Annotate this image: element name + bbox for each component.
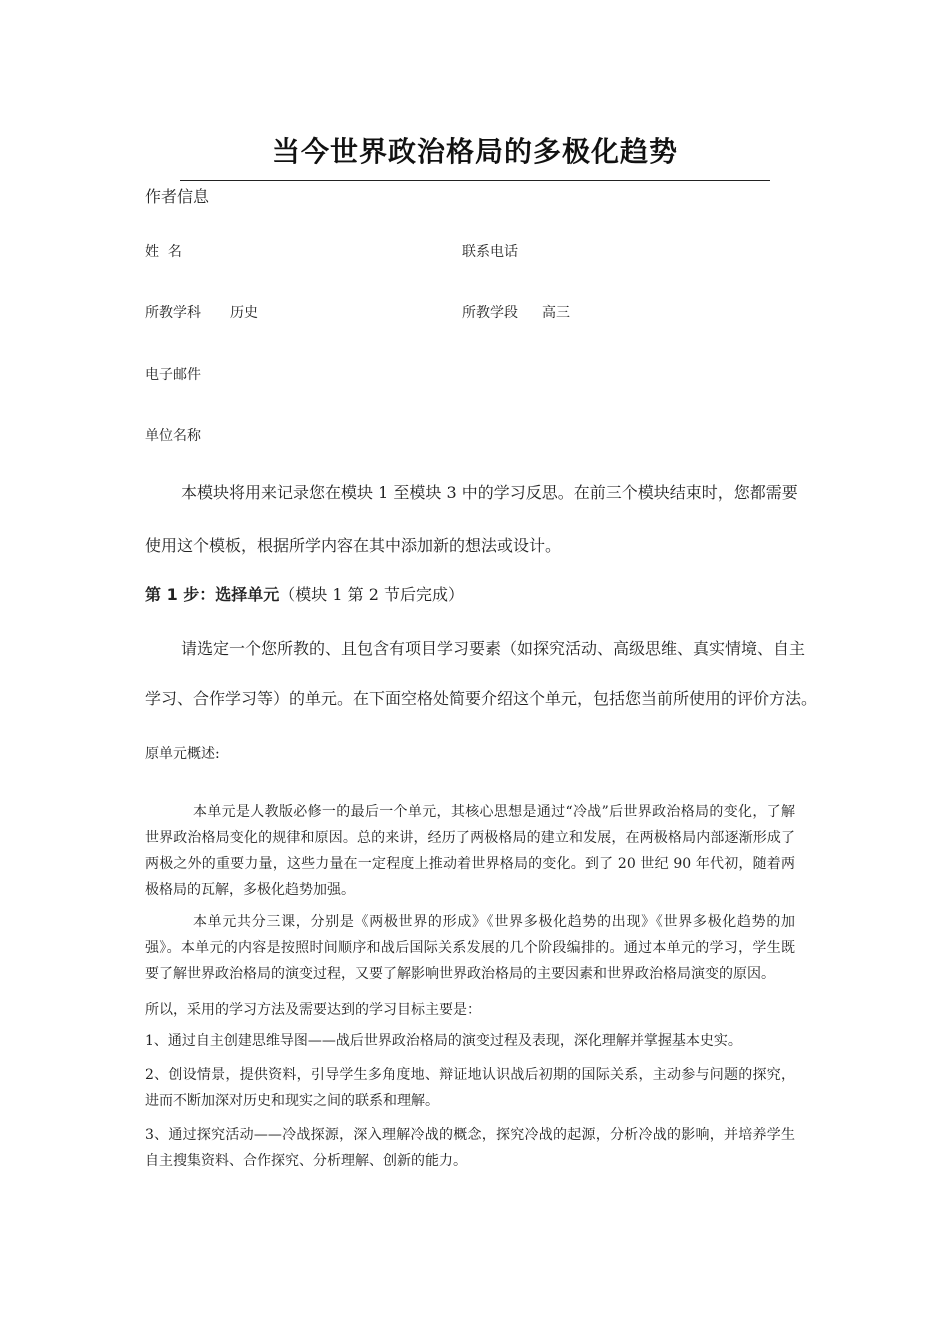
intro-line-2: 使用这个模板，根据所学内容在其中添加新的想法或设计。 [145, 536, 562, 555]
unit-label: 单位名称 [145, 428, 201, 444]
overview-paragraph-3: 所以，采用的学习方法及需要达到的学习目标主要是： [145, 1002, 481, 1018]
step-1-note: （模块 1 第 2 节后完成） [279, 585, 464, 604]
step-1-heading [145, 582, 464, 605]
goal-item-2: 2、创设情景，提供资料，引导学生多角度地、辩证地认识战后初期的国际关系，主动参与问题的探究，进而不断加深对历史和现实之间的联系和理解。 [145, 1067, 795, 1109]
name-label: 姓 名 [145, 244, 182, 260]
author-info-heading: 作者信息 [145, 187, 210, 206]
instruction-line-1: 请选定一个您所教的、且包含有项目学习要素（如探究活动、高级思维、真实情境、自主 [181, 639, 806, 658]
instruction-line-2: 学习、合作学习等）的单元。在下面空格处简要介绍这个单元，包括您当前所使用的评价方法。 [145, 689, 818, 708]
subject-value: 历史 [230, 305, 258, 321]
grade-label: 所教学段 [462, 305, 518, 321]
document-title: 当今世界政治格局的多极化趋势 [271, 135, 678, 168]
overview-paragraph-1: 本单元是人教版必修一的最后一个单元，其核心思想是通过“冷战”后世界政治格局的变化，了解世界政治格局变化的规律和原因。总的来讲，经历了两极格局的建立和发展，在两极格局内部逐渐形成了两极之外的重要力量，这些力量在一定程度上推动着世界格局的变化。到了 20 世纪 90 年代初，随着两极格局的瓦解，多极化趋势加强。 [145, 804, 795, 898]
overview-paragraph-2: 本单元共分三课，分别是《两极世界的形成》《世界多极化趋势的出现》《世界多极化趋势的加强》。本单元的内容是按照时间顺序和战后国际关系发展的几个阶段编排的。通过本单元的学习，学生既要了解世界政治格局的演变过程，又要了解影响世界政治格局的主要因素和世界政治格局演变的原因。 [145, 914, 795, 982]
goal-item-3: 3、通过探究活动——冷战探源，深入理解冷战的概念，探究冷战的起源，分析冷战的影响，并培养学生自主搜集资料、合作探究、分析理解、创新的能力。 [145, 1127, 795, 1169]
overview-label: 原单元概述: [145, 746, 220, 762]
goal-item-1: 1、通过自主创建思维导图——战后世界政治格局的演变过程及表现，深化理解并掌握基本史实。 [145, 1033, 742, 1049]
email-label: 电子邮件 [145, 367, 201, 383]
title-underline [180, 180, 770, 181]
grade-value: 高三 [542, 305, 570, 321]
subject-label: 所教学科 [145, 305, 201, 321]
intro-line-1: 本模块将用来记录您在模块 1 至模块 3 中的学习反思。在前三个模块结束时，您都需要 [181, 483, 798, 502]
step-1-label: 第 1 步：选择单元 [145, 585, 280, 604]
phone-label: 联系电话 [462, 244, 518, 260]
